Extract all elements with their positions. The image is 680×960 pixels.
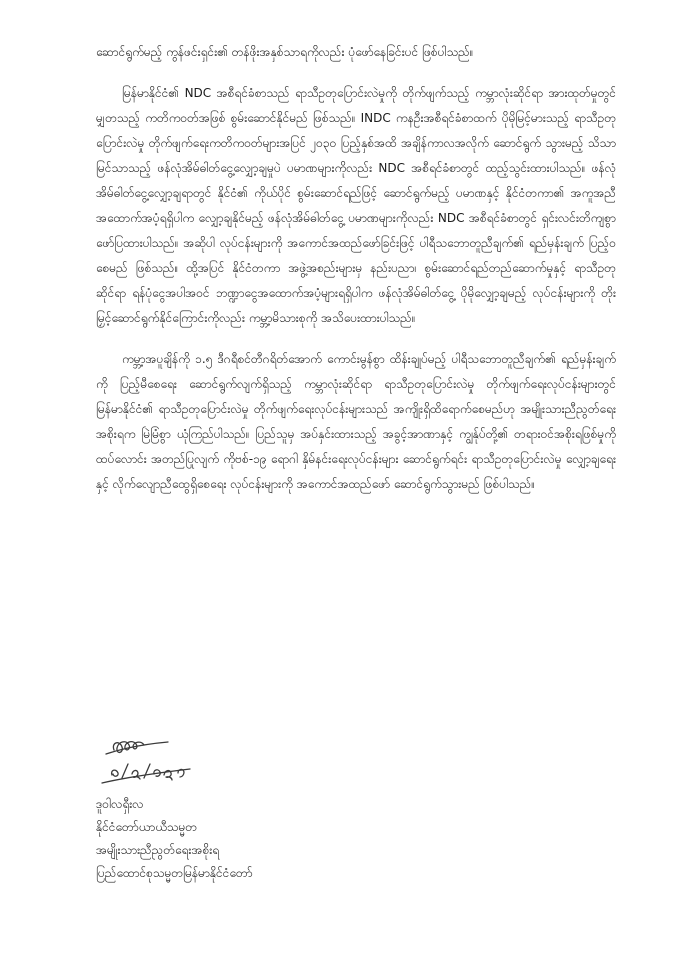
signer-name: ဒူဝါလရှီးလ: [96, 797, 144, 811]
paragraph-paris-agreement: ကမ္ဘာ့အပူချိန်ကို ၁.၅ ဒီဂရီစင်တီဂရိတ်အောက် ကောင်းမွန်စွာ ထိန်းချုပ်မည့် ပါရီသဘောတူညီချက်၏ ရည်မှန်းချက်ကို ပြည့်မီစေရေး ဆောင်ရွက်လျက်ရှိသည့် ကမ္ဘာလုံးဆိုင်ရာ ရာသီဥတုပြောင်းလဲမှု တိုက်ဖျက်ရေးလုပ်ငန်းများတွင် မြန်မာနိုင်ငံ၏ ရာသီဥတုပြောင်းလဲမှု တိုက်ဖျက်ရေးလုပ်ငန်းများသည် အကျိုးရှိထိရောက်စေမည်ဟု အမျိုးသားညီညွတ်ရေးအစိုးရက မြဲမြံစွာ ယုံကြည်ပါသည်။ ပြည်သူမှ အပ်နှင်းထားသည့် အခွင့်အာဏာနှင့် ကျွန်ုပ်တို့၏ တရားဝင်အစိုးရဖြစ်မှုကို ထပ်လောင်း အတည်ပြုလျက် ကိုဗစ်-၁၉ ရောဂါ နှိမ်နင်းရေးလုပ်ငန်းများ ဆောင်ရွက်ရင်း ရာသီဥတုပြောင်းလဲမှု လျှော့ချရေးနှင့် လိုက်လျောညီထွေရှိစေရေး လုပ်ငန်းများကို အကောင်အထည်ဖော် ဆောင်ရွက်သွားမည် ဖြစ်ပါသည်။: [96, 352, 616, 491]
signer-block: [96, 793, 456, 885]
signer-country: ပြည်ထောင်စုသမ္မတမြန်မာနိုင်ငံတော်: [96, 866, 253, 880]
paragraph-continuation: ဆောင်ရွက်မည့် ကွန်ဖင်းရှင်း၏ တန်ဖိုးအနှစ်သာရကိုလည်း ပုံဖော်နေခြင်းပင် ဖြစ်ပါသည်။: [96, 45, 474, 59]
signature-icon: [92, 730, 222, 790]
signer-title: နိုင်ငံတော်ယာယီသမ္မတ: [96, 820, 198, 834]
paragraph-ndc-commitments: မြန်မာနိုင်ငံ၏ NDC အစီရင်ခံစာသည် ရာသီဥတုပြောင်းလဲမှုကို တိုက်ဖျက်သည့် ကမ္ဘာလုံးဆိုင်ရာ အားထုတ်မှုတွင် မျှတသည့် ကတိကဝတ်အဖြစ် စွမ်းဆောင်နိုင်မည် ဖြစ်သည်။ INDC ကနဦးအစီရင်ခံစာထက် ပိုမိုမြင့်မားသည့် ရာသီဥတုပြောင်းလဲမှု တိုက်ဖျက်ရေးကတိကဝတ်များအပြင် ၂၀၃၀ ပြည့်နှစ်အထိ အချိန်ကာလအလိုက် ဆောင်ရွက် သွားမည့် သိသာမြင်သာသည့် ဖန်လုံအိမ်ဓါတ်ငွေ့လျှော့ချမှုပဲ ပမာဏများကိုလည်း NDC အစီရင်ခံစာတွင် ထည့်သွင်းထားပါသည်။ ဖန်လုံအိမ်ဓါတ်ငွေ့လျှော့ချရာတွင် နိုင်ငံ၏ ကိုယ်ပိုင် စွမ်းဆောင်ရည်ဖြင့် ဆောင်ရွက်မည့် ပမာဏနှင့် နိုင်ငံတကာ၏ အကူအညီ အထောက်အပံ့ရရှိပါက လျှော့ချနိုင်မည့် ဖန်လုံအိမ်ဓါတ်ငွေ့ ပမာဏများကိုလည်း NDC အစီရင်ခံစာတွင် ရှင်းလင်းတိကျစွာ ဖော်ပြထားပါသည်။ အဆိုပါ လုပ်ငန်းများကို အကောင်အထည်ဖော်ခြင်းဖြင့် ပါရီသဘောတူညီချက်၏ ရည်မှန်းချက် ပြည့်ဝစေမည် ဖြစ်သည်။ ထို့အပြင် နိုင်ငံတကာ အဖွဲ့အစည်းများမှ နည်းပညာ၊ စွမ်းဆောင်ရည်တည်ဆောက်မှုနှင့် ရာသီဥတုဆိုင်ရာ ရန်ပုံငွေအပါအဝင် ဘဏ္ဍာငွေအထောက်အပံ့များရရှိပါက ဖန်လုံအိမ်ဓါတ်ငွေ့ ပိုမိုလျှော့ချမည့် လုပ်ငန်းများကို တိုးမြှင့်ဆောင်ရွက်နိုင်ကြောင်းကိုလည်း ကမ္ဘာ့မိသားစုကို အသိပေးထားပါသည်။: [96, 86, 616, 325]
letter-body: [96, 40, 616, 513]
handwritten-signature: [92, 730, 222, 790]
signer-government: အမျိုးသားညီညွတ်ရေးအစိုးရ: [96, 843, 220, 857]
